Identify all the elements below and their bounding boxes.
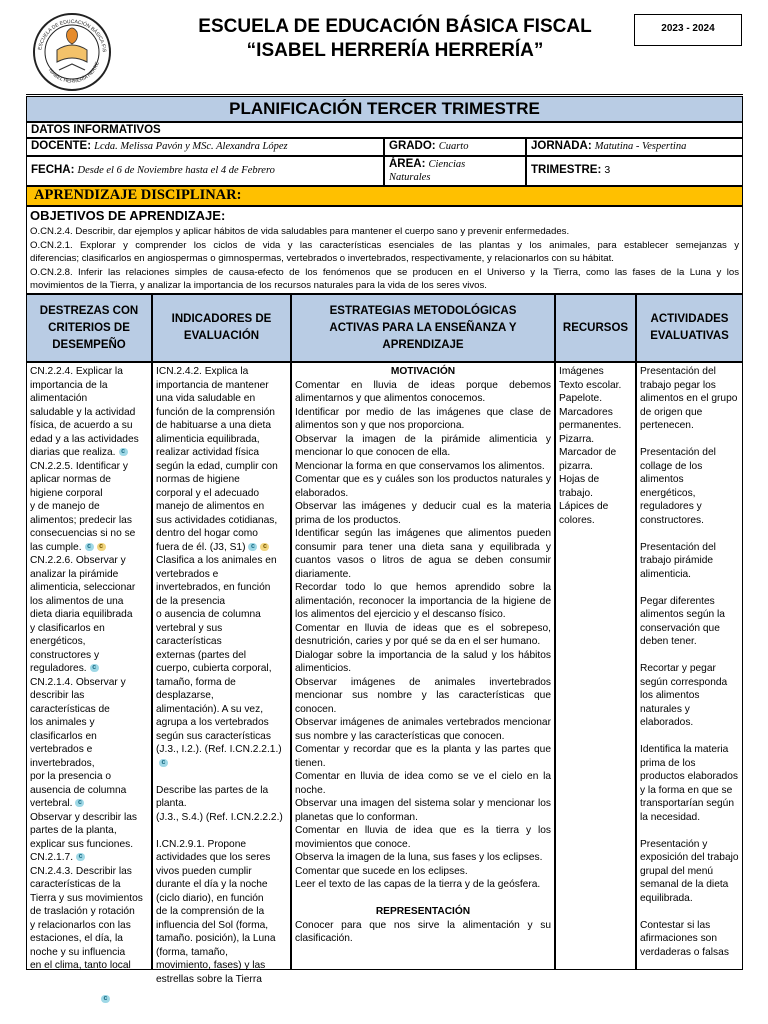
objetivo-line: O.CN.2.8. Inferir las relaciones simples de causa-efecto de los fenómenos que se producen en el Universo y la Tierra, como las fases de la Luna y los <box>30 267 739 278</box>
destreza-line: de traslación y rotación <box>30 906 135 917</box>
indicador-line: vertebral y sus <box>156 622 223 634</box>
fecha-value: Desde el 6 de Noviembre hasta el 4 de Febrero <box>77 165 275 176</box>
indicador-line: según la edad, cumplir con <box>156 460 278 472</box>
indicador-line: manejo de alimentos en <box>156 501 265 512</box>
indicador-line: (J.3., I.2.). (Ref. I.CN.2.2.1.)c <box>156 744 282 766</box>
destreza-line: CN.2.2.5. Identificar y <box>30 460 128 472</box>
indicadores-column <box>152 362 291 985</box>
indicador-line: (forma, tamaño, <box>156 946 228 958</box>
estrategia-item: Conocer para que nos sirve la alimentación y su clasificación. <box>295 919 551 944</box>
annotation-mark-icon: c <box>85 543 94 551</box>
area-cell <box>384 156 526 186</box>
recurso-item: pizarra. <box>559 460 593 472</box>
destreza-line: vertebral. c <box>30 797 148 811</box>
indicador-line: vertebrados e <box>156 568 219 580</box>
destrezas-column <box>26 362 152 970</box>
indicador-line: (J.3., S.4.) (Ref. I.CN.2.2.2.) <box>156 811 283 823</box>
school-name-line-2: “ISABEL HERRERÍA HERRERÍA” <box>246 40 544 61</box>
estrategia-item: Comentar que es y cuáles son los productos naturales y elaborados. <box>295 474 551 499</box>
school-name-line-1: ESCUELA DE EDUCACIÓN BÁSICA FISCAL <box>198 16 592 37</box>
header-destrezas-line: CRITERIOS DE <box>48 321 130 334</box>
destreza-line: diarias que realiza. c <box>30 446 148 460</box>
actividad-item: Recortar y pegar según corresponda los alimentos naturales y elaborados. <box>640 663 728 728</box>
header-actividades <box>636 294 743 362</box>
indicador-line: externas (partes del <box>156 649 247 661</box>
estrategia-item: Observar una imagen del sistema solar y mencionar los planetas que lo conforman. <box>295 798 551 823</box>
recurso-item: permanentes. <box>559 420 622 431</box>
estrategia-item: Comentar en lluvia de idea como se ve el cielo en la noche. <box>295 771 551 796</box>
indicador-line: (ciclo diario), en función <box>156 892 264 904</box>
indicador-line: realizar actividad física <box>156 447 260 458</box>
estrategia-item: Comentar en lluvia de ideas que es el sobrepeso, desnutrición, caries y por qué se da en el ser humano. <box>295 622 551 647</box>
trimestre-label: TRIMESTRE: <box>531 164 602 176</box>
indicador-line: de la presencia <box>156 595 226 607</box>
header-indicadores-line: EVALUACIÓN <box>183 330 260 342</box>
datos-heading: DATOS INFORMATIVOS <box>31 124 161 136</box>
destreza-line: noche y su influencia <box>30 946 126 958</box>
datos-heading-row <box>26 122 743 138</box>
destreza-line: dieta diaria equilibrada <box>30 609 133 620</box>
actividad-item: Pegar diferentes alimentos según la conservación que deben tener. <box>640 595 725 647</box>
jornada-value: Matutina - Vespertina <box>594 141 687 152</box>
destreza-line: CN.2.4.3. Describir las <box>30 865 132 877</box>
indicador-line: influencia del Sol (forma, <box>156 919 269 931</box>
header-destrezas <box>26 294 152 362</box>
indicador-line: una vida saludable en <box>156 393 256 404</box>
estrategia-item: Identificar por medio de las imágenes que clase de alimentos son y que nos proporciona. <box>295 406 551 431</box>
indicador-line: Describe las partes de la <box>156 784 269 796</box>
grado-label: GRADO: <box>389 140 436 152</box>
docente-cell <box>26 138 384 156</box>
destreza-line: describir las <box>30 690 85 701</box>
destreza-line: energéticos, <box>30 636 86 647</box>
header-recursos-line: RECURSOS <box>562 321 629 334</box>
destreza-line: importancia de la <box>30 379 108 391</box>
destreza-line: Observar y describir las <box>30 811 137 823</box>
destreza-line: características de la <box>30 879 121 890</box>
destreza-line: higiene corporal <box>30 487 103 499</box>
estrategia-item: Observar imágenes de animales vertebrados mencionar sus nombre y las características que conocen. <box>295 717 551 742</box>
jornada-cell <box>526 138 743 156</box>
header-destrezas-line: DESEMPEÑO <box>52 338 126 351</box>
destreza-line: clasificarlos en <box>30 730 97 742</box>
destreza-line: vertebrados e <box>30 744 93 755</box>
annotation-mark-icon: c <box>90 664 99 672</box>
estrategias-column <box>291 362 555 970</box>
estrategia-item: Recordar todo lo que hemos aprendido sobre la alimentación, reconocer la importancia de la higiene de los alimentos del ejercicio y el descanso físico. <box>295 582 551 620</box>
destreza-line: alimenticia, seleccionar <box>30 582 136 593</box>
indicador-line: estrellas sobre la Tierra <box>156 973 262 985</box>
indicador-line: Clasifica a los animales en <box>156 555 277 566</box>
annotation-mark-icon: c <box>75 799 84 807</box>
indicador-line: agrupa a los vertebrados <box>156 717 269 728</box>
destreza-line: explicar sus funciones. <box>30 838 134 850</box>
recursos-column <box>555 362 636 970</box>
area-value-2: Naturales <box>389 172 431 183</box>
recurso-item: Lápices de colores. <box>559 501 609 526</box>
recurso-item: Papelote. <box>559 393 603 404</box>
recurso-item: Pizarra. <box>559 433 595 445</box>
indicador-line: planta. <box>156 798 187 809</box>
destreza-line: aplicar normas de <box>30 474 111 485</box>
indicador-line: normas de higiene <box>156 474 240 485</box>
destreza-line: por la presencia o <box>30 771 111 782</box>
docente-label: DOCENTE: <box>31 140 92 152</box>
header-indicadores <box>152 294 291 362</box>
destreza-line: CN.2.2.6. Observar y <box>30 555 126 566</box>
destreza-line: CN.2.2.4. Explicar la <box>30 366 123 377</box>
indicador-line: dentro del hogar como <box>156 528 258 539</box>
actividades-column <box>636 362 743 970</box>
header-actividades-line: ACTIVIDADES <box>650 313 729 325</box>
objetivos-heading: OBJETIVOS DE APRENDIZAJE: <box>30 208 226 223</box>
aprendizaje-heading: APRENDIZAJE DISCIPLINAR: <box>34 187 242 203</box>
school-year: 2023 - 2024 <box>661 23 715 34</box>
destreza-line: edad y a las actividades <box>30 433 139 445</box>
annotation-mark-icon: c <box>98 990 110 1008</box>
grado-value: Cuarto <box>438 141 469 152</box>
estrategia-item: Observar la imagen de la pirámide alimenticia y mencionar lo que conocen de ella. <box>295 433 551 458</box>
destreza-line: CN.2.1.4. Observar y <box>30 676 126 688</box>
indicador-line <box>156 824 287 838</box>
logo-text-top: ESCUELA DE EDUCACIÓN BÁSICA FIS <box>37 18 107 53</box>
destreza-line: analizar la pirámide <box>30 568 119 580</box>
header-recursos <box>555 294 636 362</box>
destreza-line: alimentos; predecir las <box>30 514 132 526</box>
indicador-line <box>156 770 287 784</box>
estrategia-item: Comentar y recordar que es la planta y las partes que tienen. <box>295 744 551 769</box>
indicador-line: actividades que los seres <box>156 852 271 863</box>
fecha-cell <box>26 156 384 186</box>
destreza-line: los animales y <box>30 717 95 728</box>
header-estrategias-line: ACTIVAS PARA LA ENSEÑANZA Y <box>329 321 517 334</box>
destreza-line: en el clima, tanto local <box>30 960 131 971</box>
jornada-label: JORNADA: <box>531 140 592 152</box>
destreza-line: alimentación <box>30 393 88 404</box>
destreza-line: constructores y <box>30 649 100 661</box>
header-estrategias-line: APRENDIZAJE <box>382 338 464 351</box>
area-label: ÁREA: <box>389 158 426 170</box>
fecha-label: FECHA: <box>31 164 75 176</box>
destreza-line: características de <box>30 703 110 715</box>
destreza-line: las cumple. c c <box>30 541 148 555</box>
destreza-line: CN.2.1.7. c <box>30 851 148 865</box>
annotation-mark-icon: c <box>76 853 85 861</box>
estrategia-item: Comentar en lluvia de ideas porque debemos alimentarnos y que alimentos conocemos. <box>295 379 551 404</box>
destreza-line: reguladores. c <box>30 662 148 676</box>
indicador-line: vivos pueden cumplir <box>156 865 252 877</box>
destreza-line: saludable y la actividad <box>30 406 136 418</box>
indicador-line: importancia de mantener <box>156 379 269 391</box>
estrategias-heading-representacion: REPRESENTACIÓN <box>375 906 471 917</box>
estrategia-item: Comentar que sucede en los eclipses. <box>295 865 468 877</box>
trimestre-cell <box>526 156 743 186</box>
indicador-line: I.CN.2.9.1. Propone <box>156 838 247 850</box>
header-destrezas-line: DESTREZAS CON <box>39 304 139 317</box>
indicador-line: corporal y el adecuado <box>156 487 260 499</box>
estrategias-heading-motivacion: MOTIVACIÓN <box>390 366 456 377</box>
actividad-item: Presentación y exposición del trabajo grupal del menú semanal de la dieta equilibrada. <box>640 838 739 904</box>
destreza-line: y de manejo de <box>30 501 100 512</box>
school-seal-logo <box>27 10 117 92</box>
destreza-line: consecuencias si no se <box>30 528 136 539</box>
destreza-line: estaciones, el día, la <box>30 933 123 944</box>
indicador-line: de habituarse a una dieta <box>156 420 271 431</box>
indicador-line: tamaño. posición), la Luna <box>156 933 276 944</box>
recurso-item: Texto escolar. <box>559 379 622 391</box>
recurso-item: Hojas de <box>559 474 600 485</box>
header-divider <box>26 94 743 95</box>
estrategia-item: Observar las imágenes y deducir cual es la materia prima de los productos. <box>295 501 551 526</box>
estrategia-item: Observa la imagen de la luna, sus fases y los eclipses. <box>295 852 543 863</box>
destreza-line: invertebrados, <box>30 757 95 769</box>
area-value-1: Ciencias <box>428 159 466 170</box>
indicador-line: sus actividades cotidianas, <box>156 514 278 526</box>
grado-cell <box>384 138 526 156</box>
destreza-line: los alimentos de una <box>30 595 124 607</box>
objetivo-line: diferencias; clasificarlos en angiospermas o gimnospermas, vertebrados o invertebrados, respectivamente, y relacionarlos con su hábitat. <box>30 253 614 264</box>
actividad-item: Presentación del collage de los alimentos energéticos, reguladores y constructores. <box>640 447 716 526</box>
actividad-item: Contestar si las afirmaciones son verdaderas o falsas <box>640 919 729 958</box>
recurso-item: trabajo. <box>559 487 593 499</box>
docente-value: Lcda. Melissa Pavón y MSc. Alexandra López <box>94 141 288 152</box>
indicador-line: movimiento, fases) y las <box>156 960 266 971</box>
header-actividades-line: EVALUATIVAS <box>650 330 729 342</box>
estrategia-item: Identificar según las imágenes que alimentos pueden consumir para tener una dieta sana y equilibrada y cuantos vasos o litros de agua se deben consumir diariamente. <box>295 528 551 580</box>
indicador-line: o ausencia de columna <box>156 609 261 620</box>
annotation-mark-icon: c <box>119 448 128 456</box>
indicador-line: alimenticia equilibrada, <box>156 433 260 445</box>
header-indicadores-line: INDICADORES DE <box>171 313 272 325</box>
destreza-line: Tierra y sus movimientos <box>30 892 143 904</box>
indicador-line: ICN.2.4.2. Explica la <box>156 366 249 377</box>
indicador-line: tamaño, forma de <box>156 676 236 688</box>
annotation-mark-icon: c <box>248 543 257 551</box>
destreza-line: partes de la planta, <box>30 825 117 836</box>
header-estrategias-line: ESTRATEGIAS METODOLÓGICAS <box>329 304 517 317</box>
actividad-item: Identifica la materia prima de los productos elaborados y la forma en que se transportarían según la necesidad. <box>640 744 738 823</box>
annotation-mark-icon: c <box>159 759 168 767</box>
destreza-line: ausencia de columna <box>30 784 127 796</box>
trimestre-value: 3 <box>604 164 611 176</box>
estrategia-item: Observar imágenes de animales invertebrados mencionar sus nombre y las características que conocen. <box>295 676 551 715</box>
actividad-item: Presentación del trabajo pegar los alimentos en el grupo de origen que pertenecen. <box>640 366 738 431</box>
indicador-line: durante el día y la noche <box>156 879 268 890</box>
indicador-line: según sus características <box>156 730 271 742</box>
destreza-line: y relacionarlos con las <box>30 919 131 931</box>
objetivo-line: O.CN.2.4. Describir, dar ejemplos y aplicar hábitos de vida saludables para mantener el cuerpo sano y prevenir enfermedades. <box>30 226 570 237</box>
indicador-line: cuerpo, cubierta corporal, <box>156 663 272 674</box>
indicador-line: alimentación). A su vez, <box>156 703 264 715</box>
header-estrategias <box>291 294 555 362</box>
indicador-line: función de la comprensión <box>156 406 275 418</box>
estrategia-item: Comentar en lluvia de idea que es la tierra y los movimientos que conoce. <box>295 825 551 850</box>
estrategia-item: Dialogar sobre la importancia de la salud y los hábitos alimenticios. <box>295 649 551 674</box>
logo-text-bottom: ISABEL HERRERÍA HERRE <box>46 61 101 85</box>
estrategia-item: Leer el texto de las capas de la tierra y de la geósfera. <box>295 879 541 890</box>
objetivo-line: movimientos de la Tierra, y analizar la importancia de los recursos naturales para la vida de los seres vivos. <box>30 280 487 291</box>
destreza-line: y clasificarlos en <box>30 622 105 634</box>
recurso-item: Marcador de <box>559 447 617 458</box>
recurso-item: Marcadores <box>559 406 613 418</box>
annotation-mark-icon: c <box>97 543 106 551</box>
indicador-line: características <box>156 636 222 647</box>
annotation-mark-icon: c <box>260 543 269 551</box>
indicador-line: de la comprensión de la <box>156 906 265 917</box>
indicador-line: invertebrados, en función <box>156 582 271 593</box>
objetivo-line: O.CN.2.1. Explorar y comprender los ciclos de vida y las características esenciales de las plantas y los animales, para establecer semejanzas y <box>30 240 739 251</box>
actividad-item: Presentación del trabajo pirámide alimenticia. <box>640 541 716 580</box>
destreza-line: física, de acuerdo a su <box>30 420 133 431</box>
indicador-line: fuera de él. (J3, S1) c c <box>156 541 287 555</box>
indicador-line: desplazarse, <box>156 690 214 701</box>
estrategia-item: Mencionar la forma en que conservamos los alimentos. <box>295 460 545 472</box>
recurso-item: Imágenes <box>559 366 604 377</box>
page-title: PLANIFICACIÓN TERCER TRIMESTRE <box>229 99 540 118</box>
